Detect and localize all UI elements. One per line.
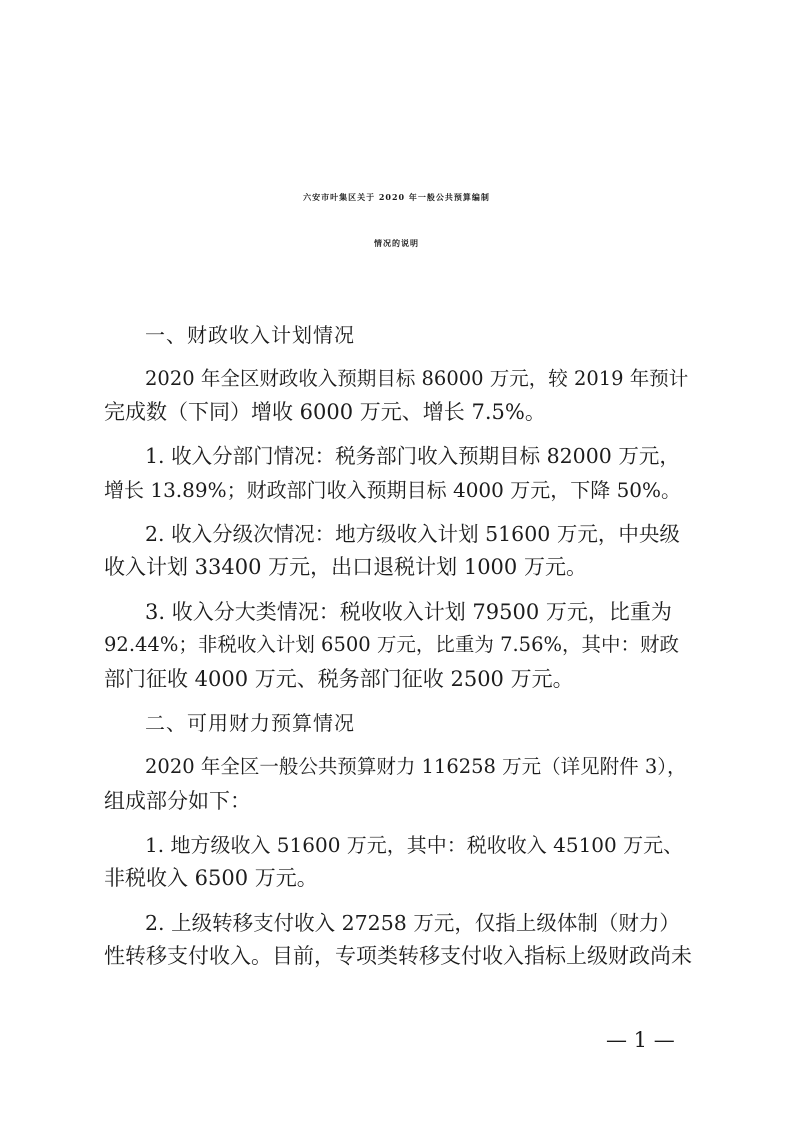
paragraph-line: 增长 13.89%；财政部门收入预期目标 4000 万元，下降 50%。 <box>104 478 682 502</box>
document-title-line-1: 六安市叶集区关于 2020 年一般公共预算编制 <box>303 192 490 202</box>
paragraph-line: 收入计划 33400 万元，出口退税计划 1000 万元。 <box>104 555 587 579</box>
paragraph-line: 部门征收 4000 万元、税务部门征收 2500 万元。 <box>104 667 574 691</box>
paragraph-line: 2020 年全区一般公共预算财力 116258 万元（详见附件 3）， <box>145 755 687 778</box>
document-title-line-2: 情况的说明 <box>374 238 419 248</box>
section-heading-revenue-plan: 一、财政收入计划情况 <box>145 323 355 347</box>
paragraph-line: 2020 年全区财政收入预期目标 86000 万元，较 2019 年预计 <box>145 367 689 390</box>
paragraph-line: 1. 收入分部门情况：税务部门收入预期目标 82000 万元， <box>145 444 680 468</box>
paragraph-line: 92.44%；非税收入计划 6500 万元，比重为 7.56%，其中：财政 <box>104 633 680 656</box>
paragraph-line: 组成部分如下： <box>104 789 251 813</box>
paragraph-line: 性转移支付收入。目前，专项类转移支付收入指标上级财政尚未 <box>104 944 692 968</box>
paragraph-line: 1. 地方级收入 51600 万元，其中：税收收入 45100 万元、 <box>145 833 684 857</box>
paragraph-line: 完成数（下同）增收 6000 万元、增长 7.5%。 <box>104 400 546 424</box>
paragraph-line: 3. 收入分大类情况：税收收入计划 79500 万元，比重为 <box>145 600 672 624</box>
paragraph-line: 2. 收入分级次情况：地方级收入计划 51600 万元，中央级 <box>145 522 680 546</box>
section-heading-available-funds: 二、可用财力预算情况 <box>145 711 355 735</box>
page-number: — 1 — <box>606 1028 675 1052</box>
paragraph-line: 2. 上级转移支付收入 27258 万元，仅指上级体制（财力） <box>145 911 680 935</box>
paragraph-line: 非税收入 6500 万元。 <box>104 866 318 890</box>
